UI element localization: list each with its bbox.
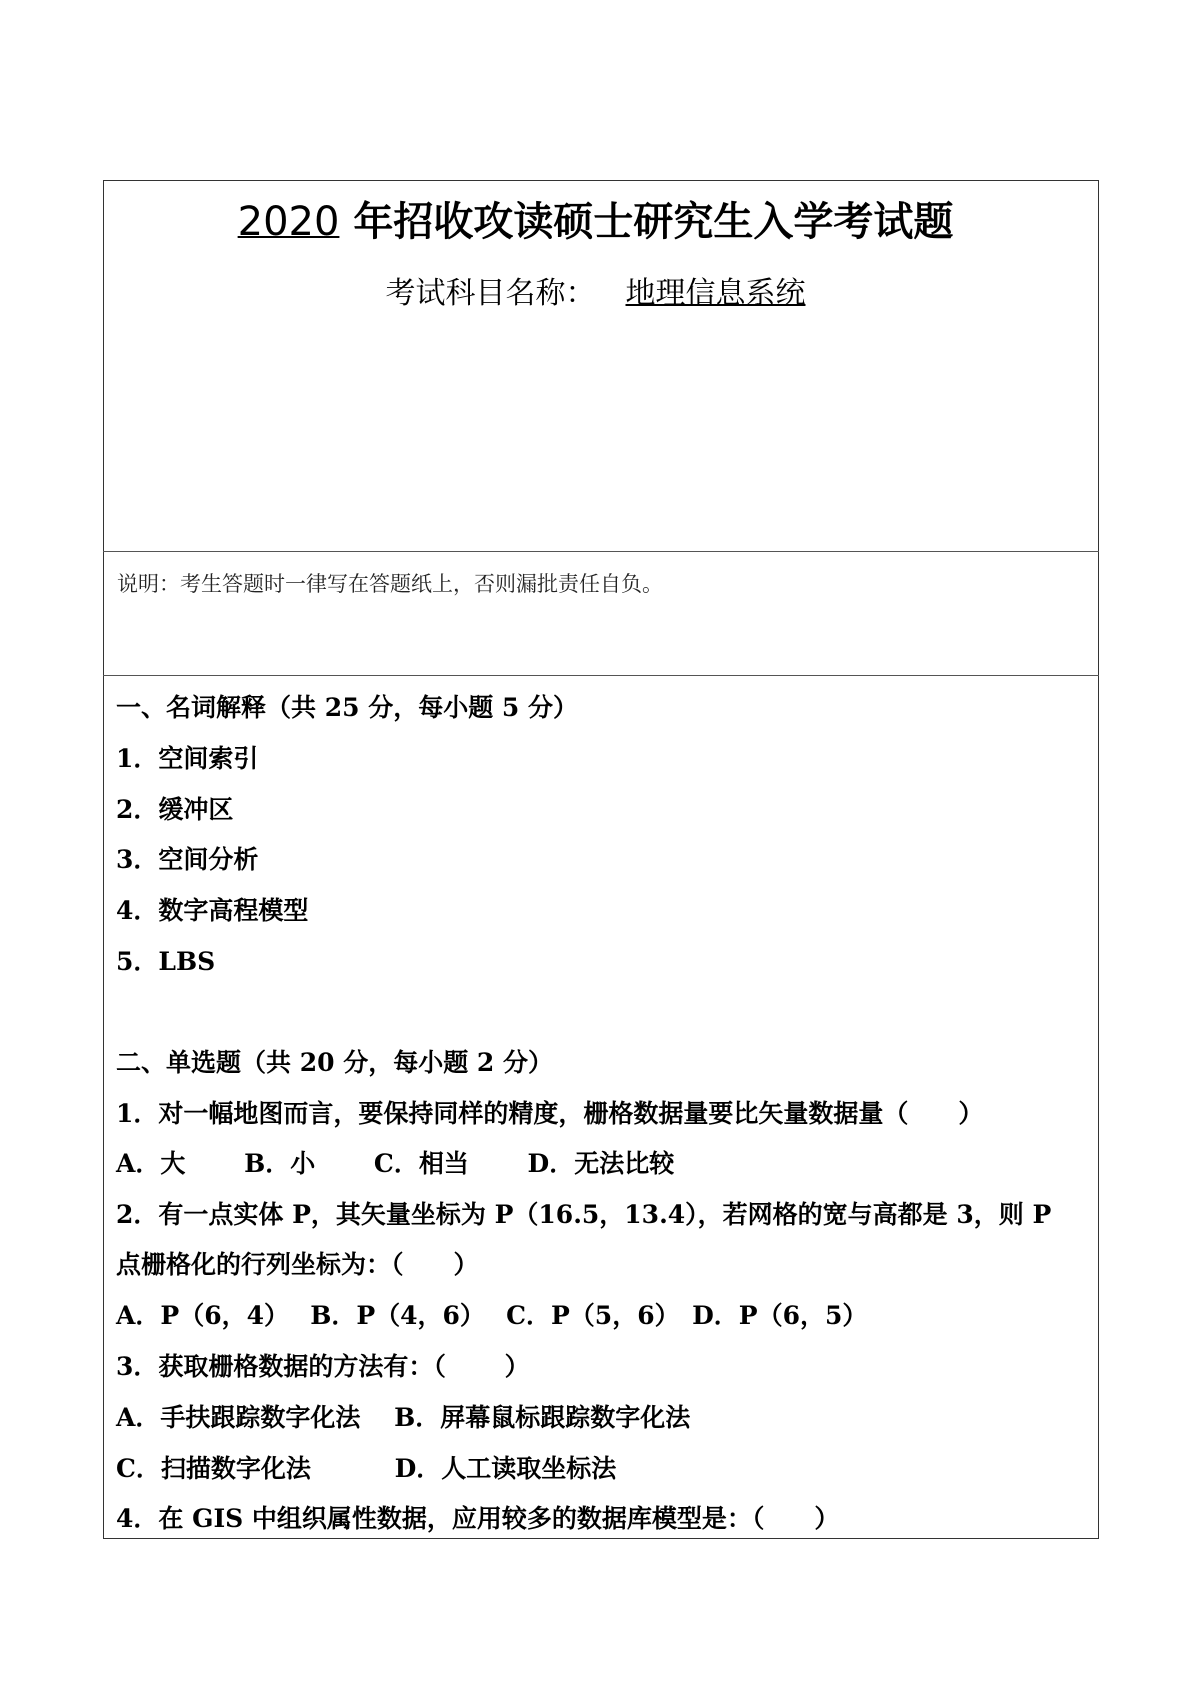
- subject-line: [0, 268, 1191, 312]
- subject-label: 考试科目名称：: [385, 276, 596, 311]
- exam-year: 2020: [237, 199, 340, 245]
- question-line: 2．有一点实体 P，其矢量坐标为 P（16.5，13.4），若网格的宽与高都是 3，则 P: [116, 1200, 1052, 1229]
- question-line: 3．空间分析: [116, 845, 259, 874]
- question-line: 4．数字高程模型: [116, 896, 309, 925]
- options-line: A．手扶跟踪数字化法 B．屏幕鼠标跟踪数字化法: [116, 1403, 691, 1432]
- question-line: 2．缓冲区: [116, 795, 234, 824]
- subject-name: 地理信息系统: [625, 276, 806, 311]
- question-line: 1．空间索引: [116, 744, 259, 773]
- options-line: A．大 B．小 C．相当 D．无法比较: [116, 1149, 675, 1178]
- exam-title: [0, 190, 1191, 247]
- question-line: 1．对一幅地图而言，要保持同样的精度，栅格数据量要比矢量数据量（ ）: [116, 1099, 984, 1128]
- question-line: 3．获取栅格数据的方法有：（ ）: [116, 1352, 530, 1381]
- divider: [103, 551, 1099, 552]
- instructions-note: 说明：考生答题时一律写在答题纸上，否则漏批责任自负。: [117, 572, 663, 596]
- question-line: 点栅格化的行列坐标为：（ ）: [116, 1250, 479, 1279]
- options-line: C．扫描数字化法 D．人工读取坐标法: [116, 1454, 617, 1483]
- question-line: 5．LBS: [116, 947, 216, 976]
- options-line: A．P（6，4） B．P（4，6） C．P（5，6） D．P（6，5）: [116, 1301, 868, 1330]
- divider: [103, 675, 1099, 676]
- section-heading: 一、名词解释（共 25 分，每小题 5 分）: [116, 693, 579, 722]
- question-line: 4．在 GIS 中组织属性数据，应用较多的数据库模型是：（ ）: [116, 1504, 840, 1533]
- section-heading: 二、单选题（共 20 分，每小题 2 分）: [116, 1048, 554, 1077]
- exam-title-text: 年招收攻读硕士研究生入学考试题: [353, 199, 954, 245]
